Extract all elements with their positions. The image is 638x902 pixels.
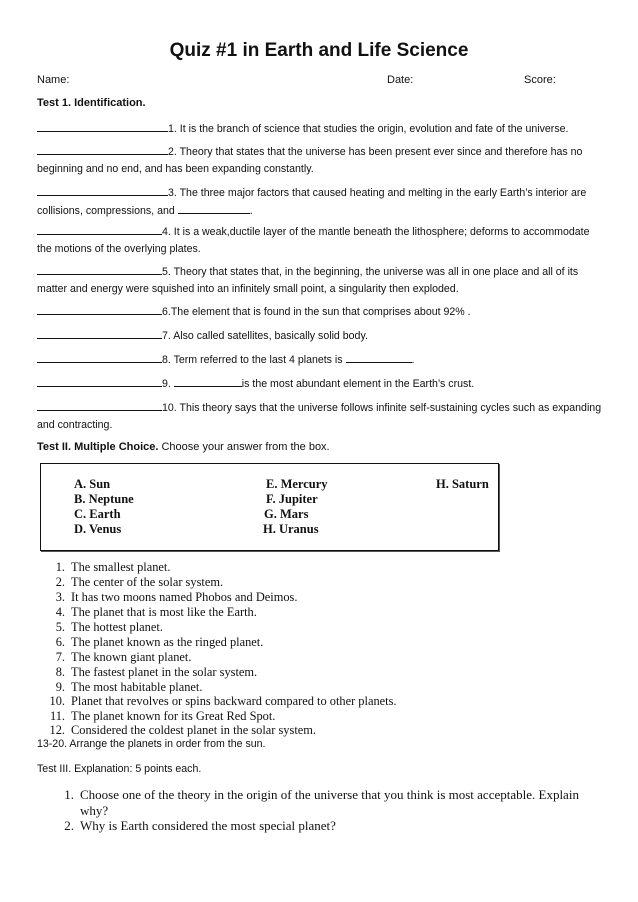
answer-blank (37, 263, 162, 275)
item-number: 12. (49, 723, 65, 737)
item-text: 4. It is a weak,ductile layer of the mantle beneath the lithosphere; deforms to accommodate the motions of the overlying plates. (37, 226, 590, 255)
identification-item-3: 3. The three major factors that caused heating and melting in the early Earth’s interior are collisions, compressions, and . (37, 184, 605, 220)
identification-item-6 (37, 303, 605, 321)
item-text: is the most abundant element in the Earth’s crust. (241, 378, 475, 390)
item-text: Choose one of the theory in the origin of the universe that you think is most acceptable. Explain why? (80, 787, 579, 818)
item-number: 6. (55, 635, 65, 649)
choice-h-uranus: H. Uranus (263, 522, 319, 536)
mc-item-7 (46, 650, 191, 665)
item-text: 5. Theory that states that, in the beginning, the universe was all in one place and all of its matter and energy were squished into an infinitely small point, a singularity then exploded. (37, 266, 579, 295)
test1-heading: Test 1. Identification. (37, 97, 146, 109)
answer-blank (37, 327, 162, 339)
mc-item-10 (46, 694, 397, 709)
score-label: Score: (524, 74, 556, 86)
arrange-planets-instruction: 13-20. Arrange the planets in order from the sun. (37, 738, 266, 750)
identification-item-4 (37, 223, 605, 258)
item-text: Why is Earth considered the most special planet? (80, 818, 336, 833)
answer-blank (37, 351, 162, 363)
item-number: 11. (49, 709, 65, 723)
item-text: Considered the coldest planet in the solar system. (71, 723, 317, 737)
mc-item-11 (46, 709, 275, 724)
item-number: 4. (55, 605, 65, 619)
identification-item-7 (37, 327, 605, 345)
item-text: 3. The three major factors that caused heating and melting in the early Earth’s interior are collisions, compressions, and (37, 187, 587, 217)
item-text: Planet that revolves or spins backward compared to other planets. (71, 694, 397, 708)
item-number: 2. (55, 575, 65, 589)
item-number: 8. (55, 665, 65, 679)
answer-blank (37, 184, 168, 196)
identification-item-9 (37, 375, 605, 393)
inline-blank (178, 202, 250, 214)
item-text: 8. Term referred to the last 4 planets is (162, 354, 343, 366)
answer-blank (37, 223, 162, 235)
mc-item-6 (46, 635, 263, 650)
inline-blank (346, 351, 412, 363)
mc-item-2 (46, 575, 223, 590)
item-text: 2. Theory that states that the universe has been present ever since and therefore has no beginning and no end, and has been expanding constantly. (37, 146, 583, 175)
choice-h-saturn: H. Saturn (436, 477, 489, 491)
explanation-item-1 (60, 787, 580, 819)
item-number: 1. (64, 787, 74, 802)
inline-blank (174, 375, 242, 387)
test2-heading-bold: Test II. Multiple Choice. (37, 441, 159, 453)
mc-item-1 (46, 560, 170, 575)
answer-blank (37, 143, 168, 155)
test2-heading (37, 441, 330, 453)
answer-blank (37, 120, 168, 132)
identification-item-5 (37, 263, 605, 298)
choice-b: B. Neptune (74, 492, 134, 506)
choices-box (40, 463, 499, 551)
mc-item-3 (46, 590, 297, 605)
item-text: 9. (162, 378, 171, 390)
item-text: The smallest planet. (71, 560, 171, 574)
item-text: 6.The element that is found in the sun that comprises about 92% . (162, 306, 471, 318)
mc-item-5 (46, 620, 163, 635)
test2-heading-rest: Choose your answer from the box. (158, 441, 330, 453)
item-number: 2. (64, 818, 74, 833)
item-text: The known giant planet. (71, 650, 192, 664)
explanation-item-2 (60, 818, 580, 834)
identification-item-8: 8. Term referred to the last 4 planets is . (37, 351, 605, 369)
identification-item-10 (37, 399, 605, 434)
choice-f: F. Jupiter (266, 492, 318, 506)
item-number: 1. (55, 560, 65, 574)
choice-c: C. Earth (74, 507, 121, 521)
item-number: 10. (49, 694, 65, 708)
choice-e: E. Mercury (266, 477, 328, 491)
answer-blank (37, 375, 162, 387)
test3-heading: Test III. Explanation: 5 points each. (37, 763, 202, 775)
date-label: Date: (387, 74, 414, 86)
mc-item-12 (46, 723, 316, 738)
item-text: The center of the solar system. (71, 575, 224, 589)
item-text: The planet known as the ringed planet. (71, 635, 264, 649)
mc-item-8 (46, 665, 257, 680)
item-text: The fastest planet in the solar system. (71, 665, 258, 679)
item-text: The most habitable planet. (71, 680, 203, 694)
item-number: 5. (55, 620, 65, 634)
choice-a: A. Sun (74, 477, 111, 491)
identification-item-1 (37, 120, 605, 138)
page-title: Quiz #1 in Earth and Life Science (169, 40, 469, 61)
answer-blank (37, 303, 162, 315)
mc-item-9 (46, 680, 202, 695)
answer-blank (37, 399, 162, 411)
item-text: 1. It is the branch of science that studies the origin, evolution and fate of the universe. (168, 123, 569, 135)
item-text: It has two moons named Phobos and Deimos. (71, 590, 298, 604)
item-text: The planet known for its Great Red Spot. (71, 709, 276, 723)
item-number: 7. (55, 650, 65, 664)
choice-d: D. Venus (74, 522, 122, 536)
choice-g: G. Mars (264, 507, 309, 521)
identification-item-2 (37, 143, 605, 178)
item-number: 3. (55, 590, 65, 604)
item-number: 9. (55, 680, 65, 694)
item-text: The hottest planet. (71, 620, 163, 634)
item-text: 10. This theory says that the universe follows infinite self-sustaining cycles such as expanding and contracting. (37, 402, 602, 431)
item-text: 7. Also called satellites, basically solid body. (162, 330, 368, 342)
name-label: Name: (37, 74, 70, 86)
item-text: The planet that is most like the Earth. (71, 605, 257, 619)
mc-item-4 (46, 605, 257, 620)
